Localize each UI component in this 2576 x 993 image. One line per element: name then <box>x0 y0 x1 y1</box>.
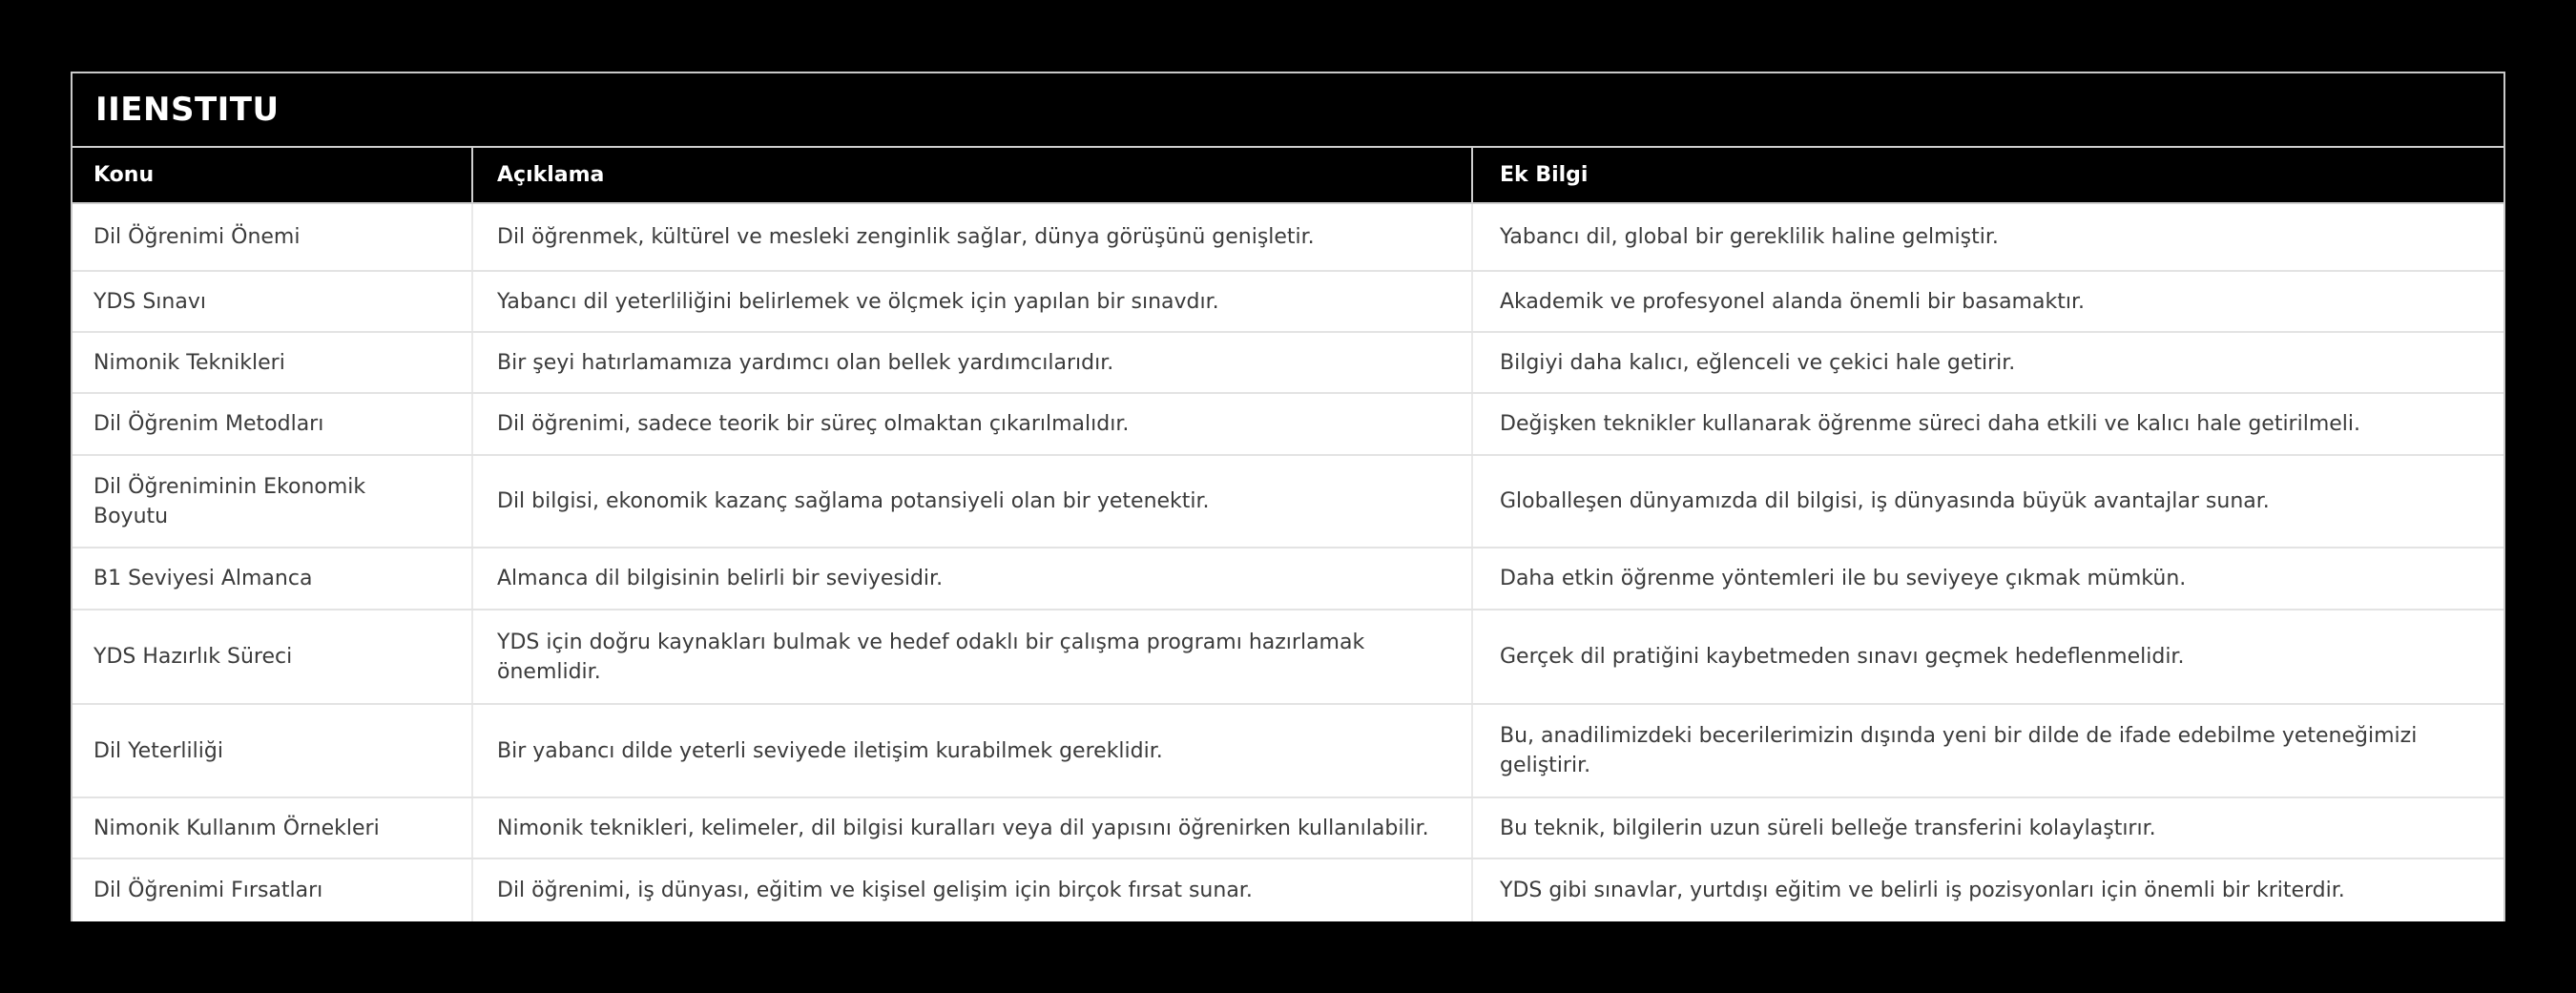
cell-konu: Dil Öğrenim Metodları <box>93 412 324 436</box>
cell-aciklama: Nimonik teknikleri, kelimeler, dil bilgisi kuralları veya dil yapısını öğrenirken kullanılabilir. <box>471 798 1471 858</box>
table-row <box>73 548 2503 610</box>
cell-aciklama: Dil öğrenimi, iş dünyası, eğitim ve kişisel gelişim için birçok fırsat sunar. <box>471 859 1471 921</box>
column-header-aciklama: Açıklama <box>471 148 1471 202</box>
cell-aciklama: Yabancı dil yeterliliğini belirlemek ve ölçmek için yapılan bir sınavdır. <box>471 272 1471 331</box>
cell-konu: Dil Yeterliliği <box>93 738 223 763</box>
table-row <box>73 610 2503 705</box>
cell-aciklama: Bir şeyi hatırlamamıza yardımcı olan bellek yardımcılarıdır. <box>471 333 1471 392</box>
cell-ek-bilgi: Değişken teknikler kullanarak öğrenme süreci daha etkili ve kalıcı hale getirilmeli. <box>1471 394 2503 454</box>
table-row <box>73 859 2503 921</box>
table-row <box>73 456 2503 548</box>
cell-konu: Dil Öğrenimi Önemi <box>93 225 301 249</box>
cell-konu: Dil Öğreniminin Ekonomik Boyutu <box>93 474 366 528</box>
column-header-konu: Konu <box>93 163 155 187</box>
cell-aciklama: Dil öğrenmek, kültürel ve mesleki zenginlik sağlar, dünya görüşünü genişletir. <box>471 204 1471 270</box>
cell-konu: YDS Hazırlık Süreci <box>93 645 293 669</box>
cell-konu: Nimonik Teknikleri <box>93 350 285 375</box>
cell-konu: YDS Sınavı <box>93 289 206 314</box>
cell-ek-bilgi: Bilgiyi daha kalıcı, eğlenceli ve çekici hale getirir. <box>1471 333 2503 392</box>
table-row <box>73 272 2503 333</box>
cell-aciklama: Dil bilgisi, ekonomik kazanç sağlama potansiyeli olan bir yetenektir. <box>471 456 1471 547</box>
cell-aciklama: Almanca dil bilgisinin belirli bir seviyesidir. <box>471 548 1471 609</box>
cell-aciklama: YDS için doğru kaynakları bulmak ve hedef odaklı bir çalışma programı hazırlamak önemlidir. <box>471 610 1471 703</box>
cell-ek-bilgi: Globalleşen dünyamızda dil bilgisi, iş dünyasında büyük avantajlar sunar. <box>1471 456 2503 547</box>
table-row <box>73 705 2503 798</box>
table-row <box>73 394 2503 456</box>
table-header-row <box>73 148 2503 204</box>
column-header-ek-bilgi: Ek Bilgi <box>1471 148 2503 202</box>
cell-aciklama: Bir yabancı dilde yeterli seviyede iletişim kurabilmek gereklidir. <box>471 705 1471 796</box>
cell-ek-bilgi: Yabancı dil, global bir gereklilik haline gelmiştir. <box>1471 204 2503 270</box>
iienstitu-table-card <box>71 72 2505 921</box>
table-row <box>73 204 2503 272</box>
cell-ek-bilgi: Bu, anadilimizdeki becerilerimizin dışında yeni bir dilde de ifade edebilme yeteneğimizi geliştirir. <box>1471 705 2503 796</box>
cell-konu: Nimonik Kullanım Örnekleri <box>93 816 380 840</box>
table-title: IIENSTITU <box>95 91 280 129</box>
cell-konu: Dil Öğrenimi Fırsatları <box>93 879 323 902</box>
cell-ek-bilgi: YDS gibi sınavlar, yurtdışı eğitim ve belirli iş pozisyonları için önemli bir kriterdir. <box>1471 859 2503 921</box>
cell-ek-bilgi: Gerçek dil pratiğini kaybetmeden sınavı geçmek hedeflenmelidir. <box>1471 610 2503 703</box>
table-body <box>73 204 2503 921</box>
table-row <box>73 333 2503 394</box>
table-row <box>73 798 2503 859</box>
cell-ek-bilgi: Akademik ve profesyonel alanda önemli bir basamaktır. <box>1471 272 2503 331</box>
cell-ek-bilgi: Daha etkin öğrenme yöntemleri ile bu seviyeye çıkmak mümkün. <box>1471 548 2503 609</box>
table-title-bar <box>73 73 2503 148</box>
cell-aciklama: Dil öğrenimi, sadece teorik bir süreç olmaktan çıkarılmalıdır. <box>471 394 1471 454</box>
cell-konu: B1 Seviyesi Almanca <box>93 567 313 590</box>
cell-ek-bilgi: Bu teknik, bilgilerin uzun süreli belleğe transferini kolaylaştırır. <box>1471 798 2503 858</box>
